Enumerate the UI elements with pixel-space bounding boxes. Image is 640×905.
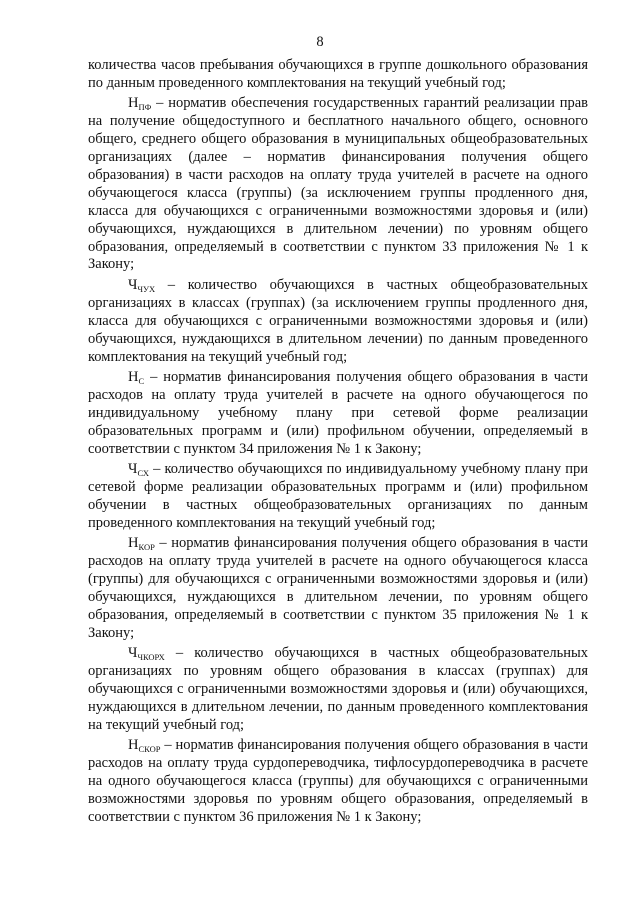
formula-symbol: Н <box>128 737 139 754</box>
formula-subscript: СКОР <box>138 744 161 755</box>
formula-symbol: Ч <box>128 276 138 293</box>
formula-symbol: Ч <box>128 645 138 661</box>
paragraph-nkor <box>88 535 588 642</box>
formula-symbol: Н <box>128 95 139 112</box>
formula-subscript: ЧКОРХ <box>137 652 165 662</box>
formula-symbol: Ч <box>128 460 138 477</box>
paragraph-ns <box>88 369 588 459</box>
paragraph-text: количества часов пребывания обучающихся в группе дошкольного образования по данным проведенного комплектования на текущий учебный год; <box>88 57 588 91</box>
paragraph-text: – норматив финансирования получения общего образования в части расходов на оплату труда учителей в расчете на одного обучающегося класса (группы) для обучающихся с ограниченными возможностями здоровья и (или) обучающихся, нуждающихся в длительном лечении, по уровням общего образования, определяемый в соответствии с пунктом 35 приложения № 1 к Закону; <box>88 535 588 641</box>
paragraph-npf <box>88 95 588 274</box>
formula-symbol: Н <box>128 535 139 552</box>
paragraph-text: – количество обучающихся по индивидуальному учебному плану при сетевой форме реализации образовательных программ и (или) профильном обучении в частных общеобразовательных организациях по данным проведенного комплектования на текущий учебный год; <box>88 460 588 531</box>
paragraph-chsx <box>88 461 588 533</box>
document-body <box>88 57 588 829</box>
paragraph-text: – количество обучающихся в частных общеобразовательных организациях по уровням общего образования в классах (группах) для обучающихся с ограниченными возможностями здоровья и (или) обучающихся, нуждающихся в длительном лечении, по данным проведенного комплектования на текущий учебный год; <box>88 645 588 733</box>
paragraph-continuation <box>88 57 588 93</box>
formula-subscript: СХ <box>137 467 150 478</box>
paragraph-chkorkh <box>88 645 588 735</box>
paragraph-text: – количество обучающихся в частных общеобразовательных организациях в классах (группах) (за исключением группы продленного дня, класса для обучающихся с ограниченными возможностями здоровья и (или) обучающихся, нуждающихся в длительном лечении) по данным проведенного комплектования на текущий учебный год; <box>88 276 588 365</box>
page-number: 8 <box>316 34 324 50</box>
paragraph-text: – норматив финансирования получения общего образования в части расходов на оплату труда учителей в расчете на одного обучающегося по индивидуальному учебному плану при сетевой форме реализации образовательных программ и (или) профильном обучении, определяемый в соответствии с пунктом 34 приложения № 1 к Закону; <box>88 368 588 457</box>
formula-subscript: КОР <box>138 542 155 553</box>
paragraph-text: – норматив финансирования получения общего образования в части расходов на оплату труда сурдопереводчика, тифлосурдопереводчика в расчете на одного обучающегося класса (группы) для обучающихся с ограниченными возможностями здоровья по уровням общего образования, определяемый в соответствии с пунктом 36 приложения № 1 к Закону; <box>88 737 588 825</box>
formula-symbol: Н <box>128 368 139 385</box>
formula-subscript: С <box>138 375 145 386</box>
formula-subscript: ПФ <box>138 102 152 113</box>
formula-subscript: ЧУХ <box>137 283 156 294</box>
paragraph-chukh <box>88 277 588 367</box>
paragraph-nskor <box>88 737 588 827</box>
paragraph-text: – норматив обеспечения государственных гарантий реализации прав на получение общедоступного и бесплатного начального общего, основного общего, среднего общего образования в муниципальных общеобразовательных организациях (далее – норматив финансирования получения общего образования) в части расходов на оплату труда учителей в расчете на одного обучающегося класса (группы) (за исключением группы продленного дня, класса для обучающихся с ограниченными возможностями здоровья и (или) обучающихся, нуждающихся в длительном лечении) по уровням общего образования, определяемый в соответствии с пунктом 33 приложения № 1 к Закону; <box>88 95 588 273</box>
